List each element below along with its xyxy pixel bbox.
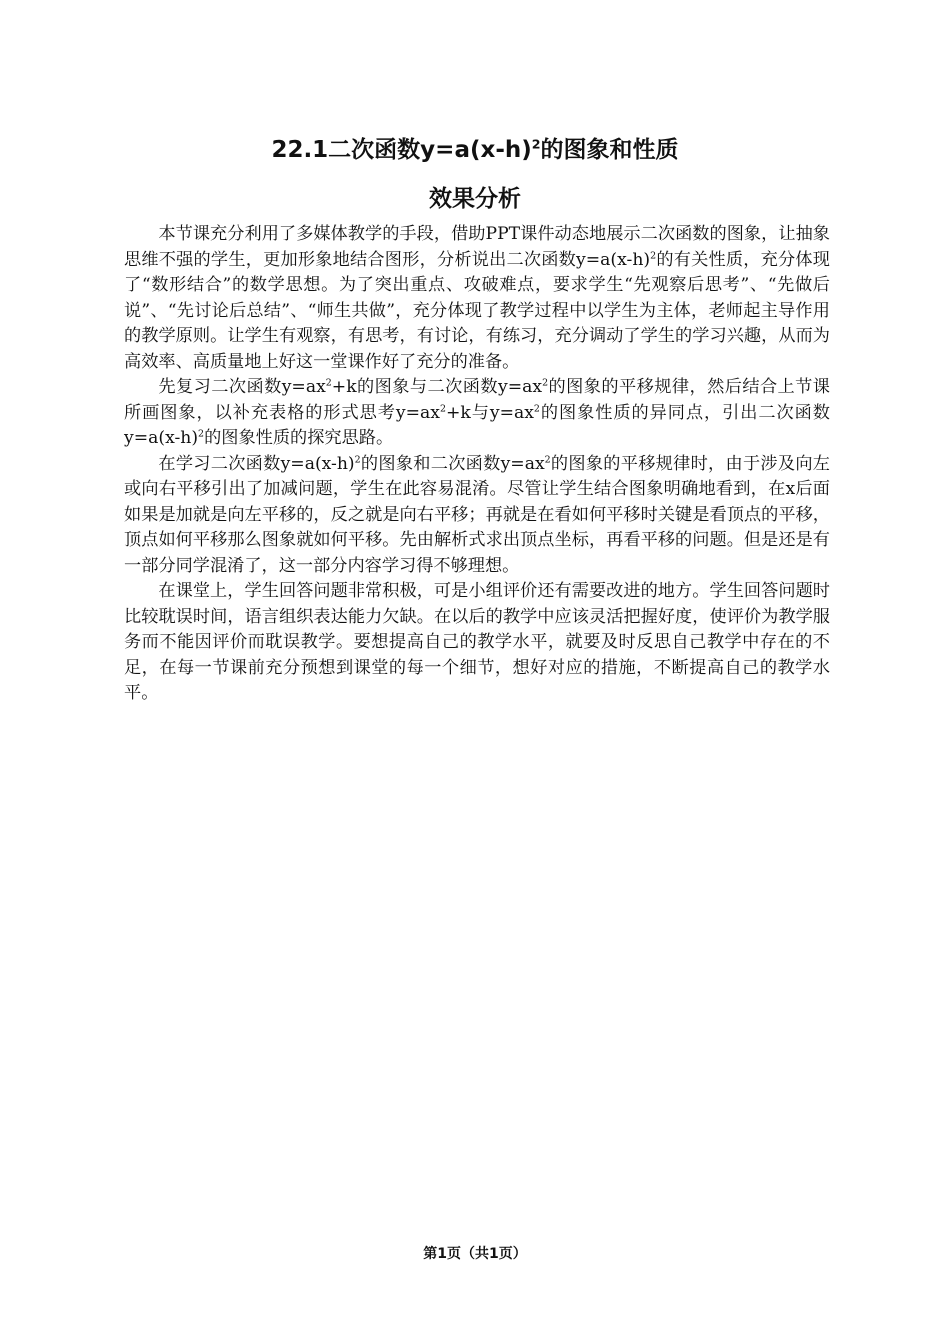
superscript: 2 — [533, 402, 540, 414]
superscript: 2 — [544, 453, 551, 465]
paragraph-1 — [124, 222, 830, 375]
document-subtitle: 效果分析 — [429, 186, 521, 212]
text-run: +k与y=ax — [445, 402, 534, 423]
superscript: 2 — [650, 249, 657, 261]
text-run: 的有关性质，充分体现了“数形结合”的数学思想。为了突出重点、攻破难点，要求学生“先观察后思考”、“先做后说”、“先讨论后总结”、“师生共做”，充分体现了教学过程中以学生为主体，老师起主导作用的教学原则。让学生有观察，有思考，有讨论，有练习，充分调动了学生的学习兴趣，从而为高效率、高质量地上好这一堂课作好了充分的准备。 — [124, 249, 830, 372]
superscript: 2 — [325, 377, 332, 389]
title-superscript: 2 — [531, 136, 541, 152]
superscript: 2 — [542, 377, 549, 389]
paragraph-3 — [124, 452, 830, 580]
paragraph-4 — [124, 579, 830, 707]
superscript: 2 — [439, 402, 446, 414]
superscript: 2 — [354, 453, 361, 465]
title-text-end: 的图象和性质 — [540, 137, 679, 163]
superscript: 2 — [198, 428, 205, 440]
text-run: 的图象的平移规律时，由于涉及向左或向右平移引出了加减问题，学生在此容易混淆。尽管让学生结合图象明确地看到，在x后面如果是加就是向左平移的，反之就是向右平移；再就是在看如何平移时关键是看顶点的平移，顶点如何平移那么图象就如何平移。先由解析式求出顶点坐标，再看平移的问题。但是还是有一部分同学混淆了，这一部分内容学习得不够理想。 — [124, 453, 830, 576]
text-run: 在课堂上，学生回答问题非常积极，可是小组评价还有需要改进的地方。学生回答问题时比较耽误时间，语言组织表达能力欠缺。在以后的教学中应该灵活把握好度，使评价为教学服务而不能因评价而耽误教学。要想提高自己的教学水平，就要及时反思自己教学中存在的不足，在每一节课前充分预想到课堂的每一个细节，想好对应的措施，不断提高自己的教学水平。 — [124, 581, 830, 703]
text-run: 的图象性质的异同点，引出二次函数y=a(x-h) — [124, 402, 830, 448]
document-body — [124, 222, 830, 707]
text-run: 在学习二次函数y=a(x-h) — [158, 453, 355, 474]
title-text: 22.1二次函数y=a(x-h) — [271, 137, 532, 163]
paragraph-2 — [124, 375, 830, 452]
text-run: +k的图象与二次函数y=ax — [331, 377, 543, 397]
page-number: 第1页（共1页） — [423, 1246, 527, 1262]
text-run: 本节课充分利用了多媒体教学的手段，借助PPT课件动态地展示二次函数的图象，让抽象思维不强的学生，更加形象地结合图形，分析说出二次函数y=a(x-h) — [124, 224, 830, 270]
text-run: 的图象和二次函数y=ax — [360, 453, 545, 474]
text-run: 的图象性质的探究思路。 — [204, 428, 394, 448]
text-run: 先复习二次函数y=ax — [158, 377, 326, 397]
document-title — [0, 135, 950, 165]
text-run: 的图象的平移规律，然后结合上节课所画图象，以补充表格的形式思考y=ax — [124, 377, 830, 423]
